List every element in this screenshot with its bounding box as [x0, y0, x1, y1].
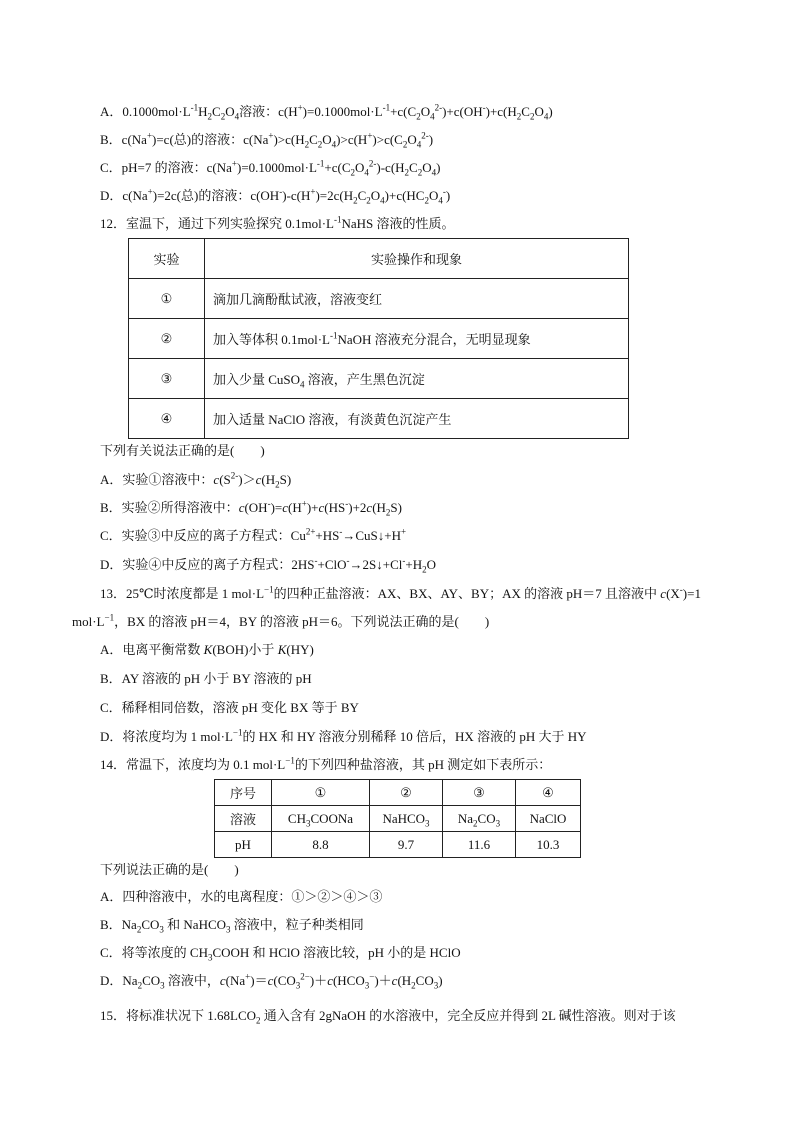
table-cell: 溶液	[215, 806, 272, 832]
table-cell: 加入适量 NaClO 溶液，有淡黄色沉淀产生	[205, 399, 629, 439]
table-cell: 11.6	[443, 832, 516, 858]
table-row	[215, 832, 581, 858]
table-row	[215, 806, 581, 832]
table-row	[215, 780, 581, 806]
q12-question: 下列有关说法正确的是( )	[100, 443, 265, 458]
table-header-cell: 实验操作和现象	[205, 239, 629, 279]
table-cell: 加入等体积 $0.1mol\cdot L^{-1}NaOH$ 溶液充分混合，无明显现象	[205, 319, 629, 359]
table-cell: ④	[516, 780, 581, 806]
q12-stem: 12．室温下，通过下列实验探究 $0.1mol\cdot L^{-1}NaHS$ 溶液的性质。	[100, 214, 455, 231]
table-cell: 加入少量 CuSO$_4$ 溶液，产生黑色沉淀	[205, 359, 629, 399]
q14-option-c[interactable]: C．将等浓度的 $CH_3COOH$ 和 HClO 溶液比较，pH 小的是 HClO	[100, 945, 461, 963]
q12-option-c[interactable]: C．实验③中反应的离子方程式：$Cu^{2+}+HS^-\to CuS↓+H^+$	[100, 526, 407, 543]
table-cell: ①	[129, 279, 205, 319]
table-row	[129, 359, 629, 399]
table-cell: 序号	[215, 780, 272, 806]
q13-stem-line2: $mol\cdot L^{-1}$，BX 的溶液 pH＝4，BY 的溶液 pH＝6。下列说法正确的是( )	[72, 612, 490, 629]
q11-option-d[interactable]: D．c(Na+)=2c(总)的溶液：$c(OH^-)-c(H^+)=2c(H_2C_2O_4)+c(HC_2O_4^-)$	[100, 186, 451, 206]
q14-option-b[interactable]: B．$Na_2CO_3$ 和 NaHCO$_3$ 溶液中，粒子种类相同	[100, 917, 364, 935]
table-cell: ②	[129, 319, 205, 359]
q14-ph-table	[214, 779, 581, 858]
table-cell: pH	[215, 832, 272, 858]
table-cell: ③	[129, 359, 205, 399]
table-cell: ③	[443, 780, 516, 806]
table-cell: NaClO	[516, 806, 581, 832]
q13-option-a[interactable]: A．电离平衡常数 K(BOH)小于 K(HY)	[100, 642, 314, 657]
table-cell: 9.7	[370, 832, 443, 858]
table-cell: $Na_2CO_3$	[443, 806, 516, 832]
table-cell: 8.8	[272, 832, 370, 858]
q12-option-d[interactable]: D．实验④中反应的离子方程式：$2HS^-+ClO^-\to 2S↓+Cl^-+H_2O$	[100, 555, 437, 575]
q14-option-d[interactable]: D．$Na_2CO_3$ 溶液中，$c(Na^+)=c(CO_3^{2-})+c(HCO_3^-)+c(H_2CO_3)$	[100, 971, 443, 991]
q11-option-b[interactable]: B．c(Na+)=c(总)的溶液：$c(Na^+)>c(H_2C_2O_4)>c(H^+)>c(C_2O_4^{2-})$	[100, 130, 434, 150]
q11-option-c[interactable]: C．pH=7 的溶液：$c(Na^+)=0.1000mol\cdot L^{-1}+c(C_2O_4^{2-})-c(H_2C_2O_4)$	[100, 158, 441, 178]
q13-option-c[interactable]: C．稀释相同倍数，溶液 pH 变化 BX 等于 BY	[100, 700, 359, 715]
table-cell: ①	[272, 780, 370, 806]
table-row	[129, 239, 629, 279]
q13-stem-line1: 13．25℃时浓度都是 1 $mol\cdot L^{-1}$的四种正盐溶液：AX、BX、AY、BY；AX 的溶液 pH＝7 且溶液中 c(X-)=1	[100, 584, 701, 601]
table-cell: NaHCO$_3$	[370, 806, 443, 832]
table-cell: $CH_3COONa$	[272, 806, 370, 832]
table-cell: ④	[129, 399, 205, 439]
table-row	[129, 279, 629, 319]
q11-option-a[interactable]: A．$0.1000mol\cdot L^{-1}H_2C_2O_4$溶液：$c(H^+)=0.1000mol\cdot L^{-1}+c(C_2O_4^{2-})+c(OH^-)+c(H_2C_2O_4)$	[100, 102, 553, 122]
table-cell: ②	[370, 780, 443, 806]
table-cell: 10.3	[516, 832, 581, 858]
q14-question: 下列说法正确的是( )	[100, 862, 239, 877]
table-row	[129, 319, 629, 359]
q14-stem: 14．常温下，浓度均为 0.1 $mol\cdot L^{-1}$的下列四种盐溶液，其 pH 测定如下表所示：	[100, 755, 552, 772]
table-cell: 滴加几滴酚酞试液，溶液变红	[205, 279, 629, 319]
table-row	[129, 399, 629, 439]
q13-option-b[interactable]: B．AY 溶液的 pH 小于 BY 溶液的 pH	[100, 671, 312, 686]
q12-experiment-table	[128, 238, 629, 439]
q15-stem: 15．将标准状况下 $1.68LCO_2$ 通入含有 2gNaOH 的水溶液中，完全反应并得到 2L 碱性溶液。则对于该	[100, 1008, 676, 1026]
q14-option-a[interactable]: A．四种溶液中，水的电离程度：①＞②＞④＞③	[100, 889, 383, 904]
q12-option-b[interactable]: B．实验②所得溶液中：$c(OH^-)=c(H^+)+c(HS^-)+2c(H_2S)$	[100, 498, 402, 518]
q12-option-a[interactable]: A．实验①溶液中：$c(S^{2-})>c(H_2S)$	[100, 470, 292, 490]
table-header-cell: 实验	[129, 239, 205, 279]
q13-option-d[interactable]: D．将浓度均为 1 $mol\cdot L^{-1}$的 HX 和 HY 溶液分别稀释 10 倍后，HX 溶液的 pH 大于 HY	[100, 727, 587, 744]
